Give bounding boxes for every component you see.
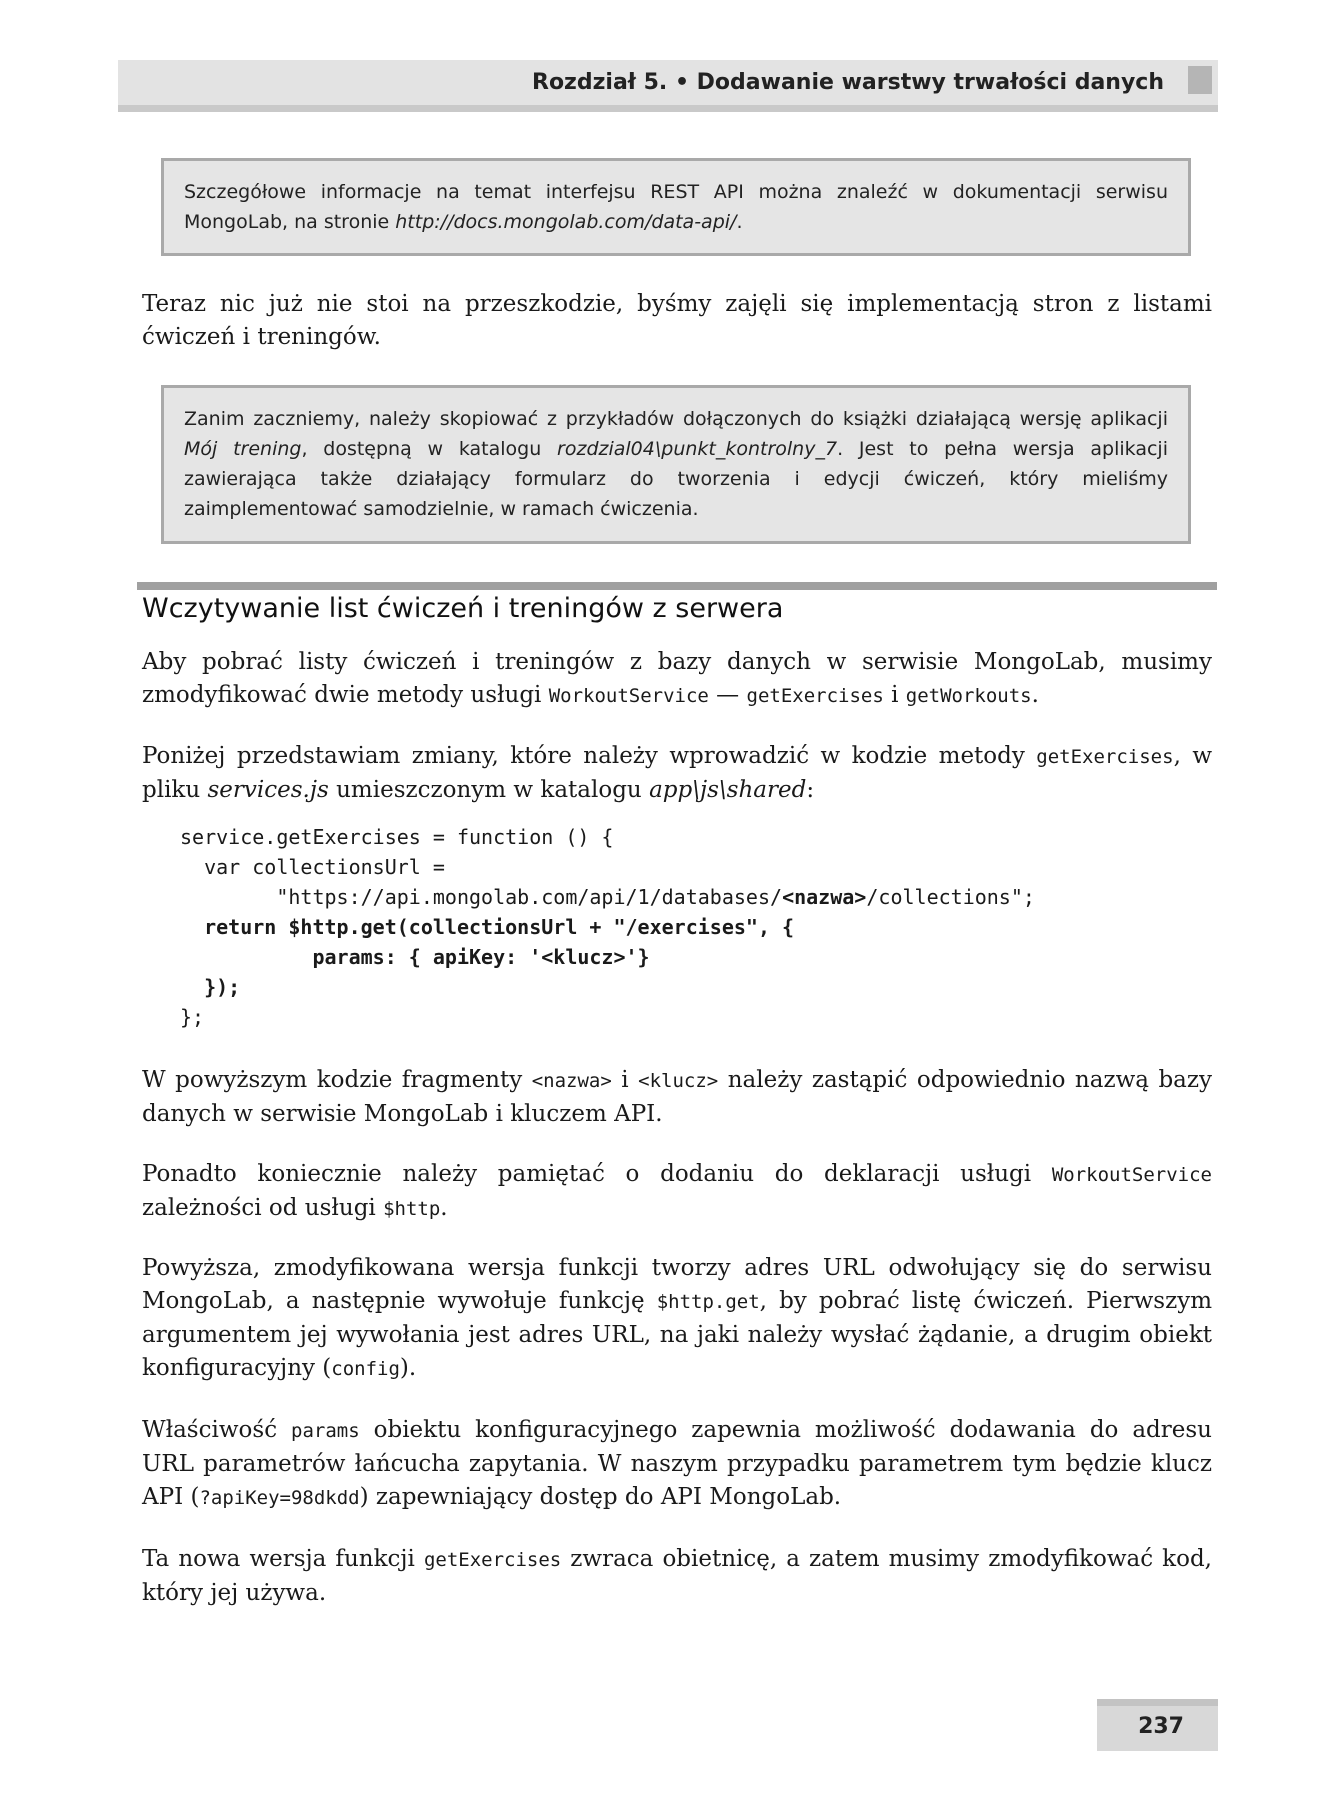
section-title: Wczytywanie list ćwiczeń i treningów z serwera [142, 593, 784, 624]
paragraph-text: ) zapewniający dostęp do API MongoLab. [359, 1484, 842, 1510]
note-text: Szczegółowe informacje na temat interfejsu REST API można znaleźć w dokumentacji serwisu MongoLab, na stronie [184, 181, 1168, 233]
app-name: Mój trening [184, 438, 302, 460]
inline-code: getExercises [1036, 746, 1174, 768]
inline-code: getExercises [423, 1549, 562, 1571]
paragraph-text: Powyższa, zmodyfikowana wersja funkcji tworzy adres URL odwołujący się do serwisu MongoLab, a następnie wywołuje funkcję [142, 1255, 1212, 1314]
note-text: Zanim zaczniemy, należy skopiować z przykładów dołączonych do książki działającą wersję aplikacji [184, 408, 1168, 430]
note-text-end: . [736, 211, 743, 233]
paragraph-intro [142, 288, 1212, 354]
paragraph-changes [142, 740, 1212, 807]
paragraph-text: i [611, 1067, 639, 1093]
folder-path: app\js\shared [649, 777, 807, 803]
running-header [118, 60, 1218, 112]
paragraph-modify-methods [142, 646, 1212, 713]
code-line-bold: params: { apiKey: '<klucz>'} [180, 945, 650, 969]
paragraph-text: Ta nowa wersja funkcji [142, 1546, 424, 1572]
code-line: "https://api.mongolab.com/api/1/databases/ [180, 885, 783, 909]
note-box-copy-app [161, 385, 1191, 544]
paragraph-explanation [142, 1252, 1212, 1386]
inline-code: $http.get [656, 1291, 760, 1313]
paragraph-text: Poniżej przedstawiam zmiany, które należy wprowadzić w kodzie metody [142, 743, 1037, 769]
file-name: services.js [207, 777, 329, 803]
chapter-title: Rozdział 5. • Dodawanie warstwy trwałości danych [532, 70, 1164, 95]
paragraph-text: zwraca obietnicę, a zatem musimy zmodyfikować kod, który jej używa. [142, 1546, 1212, 1606]
paragraph-text: Właściwość [142, 1417, 292, 1443]
paragraph-text: W powyższym kodzie fragmenty [142, 1067, 532, 1093]
paragraph-params [142, 1414, 1212, 1515]
paragraph-promise [142, 1543, 1212, 1610]
paragraph-text: . [1031, 682, 1039, 708]
note-box-api-docs [161, 158, 1191, 256]
paragraph-text: Aby pobrać listy ćwiczeń i treningów z bazy danych w serwisie MongoLab, musimy zmodyfikować dwie metody usługi [142, 649, 1212, 708]
paragraph-placeholders [142, 1064, 1212, 1131]
paragraph-text: umieszczonym w katalogu [328, 777, 650, 803]
paragraph-text: : [806, 777, 815, 803]
inline-code: <nazwa> [531, 1070, 612, 1092]
code-line-bold: return $http.get(collectionsUrl + "/exercises", { [180, 915, 795, 939]
paragraph-text: — [708, 682, 747, 708]
inline-code: <klucz> [638, 1070, 719, 1092]
code-line: service.getExercises = function () { [180, 825, 614, 849]
folder-path: rozdzial04\punkt_kontrolny_7 [557, 438, 838, 460]
section-rule [137, 582, 1217, 590]
paragraph-text: , by pobrać listę ćwiczeń. Pierwszym argumentem jej wywołania jest adres URL, na jaki należy wysłać żądanie, a drugim obiekt konfiguracyjny ( [142, 1288, 1213, 1381]
inline-code: WorkoutService [548, 685, 709, 707]
note-text: . Jest to pełna wersja aplikacji zawierająca także działający formularz do tworzenia i edycji ćwiczeń, który mieliśmy zaimplementować samodzielnie, w ramach ćwiczenia. [184, 438, 1168, 520]
code-placeholder: <nazwa> [782, 885, 867, 909]
code-line: /collections"; [866, 885, 1035, 909]
paragraph-text: obiektu konfiguracyjnego zapewnia możliwość dodawania do adresu URL parametrów łańcucha zapytania. W naszym przypadku parametrem tym będzie klucz API ( [142, 1417, 1212, 1510]
inline-code: ?apiKey=98dkdd [199, 1487, 360, 1509]
inline-code: getExercises [746, 685, 884, 707]
note-text: , dostępną w katalogu [301, 438, 558, 460]
paragraph-text: Teraz nic już nie stoi na przeszkodzie, byśmy zajęli się implementacją stron z listami ćwiczeń i treningów. [142, 291, 1212, 350]
paragraph-text: należy zastąpić odpowiednio nazwą bazy danych w serwisie MongoLab i kluczem API. [142, 1067, 1213, 1127]
paragraph-text: Ponadto koniecznie należy pamiętać o dodaniu do deklaracji usługi [142, 1161, 1052, 1187]
code-listing [180, 822, 1035, 1032]
header-tab-marker [1188, 66, 1212, 94]
code-line-bold: }); [180, 975, 241, 999]
inline-code: WorkoutService [1051, 1164, 1212, 1186]
docs-link[interactable]: http://docs.mongolab.com/data-api/ [395, 211, 737, 233]
paragraph-text: i [883, 682, 906, 708]
paragraph-dependency [142, 1158, 1212, 1226]
paragraph-text: , w pliku [142, 743, 1213, 803]
page-number: 237 [1138, 1714, 1184, 1739]
inline-code: $http [383, 1198, 441, 1220]
paragraph-text: zależności od usługi [142, 1195, 384, 1221]
code-line: var collectionsUrl = [180, 855, 445, 879]
paragraph-text: . [440, 1195, 448, 1221]
page-number-tab [1097, 1699, 1218, 1751]
code-line: }; [180, 1005, 205, 1029]
inline-code: params [291, 1420, 360, 1442]
paragraph-text: ). [399, 1355, 417, 1381]
inline-code: config [331, 1358, 400, 1380]
inline-code: getWorkouts [905, 685, 1032, 707]
